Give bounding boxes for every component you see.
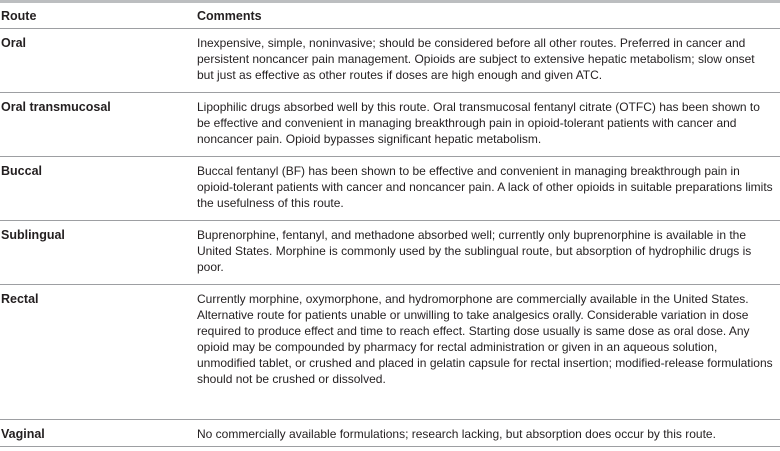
- route-cell: Buccal: [1, 164, 42, 178]
- table-row-sublingual: [0, 221, 780, 285]
- comments-cell: Lipophilic drugs absorbed well by this route. Oral transmucosal fentanyl citrate (OTFC) has been shown to be effective and convenient in managing breakthrough pain in opioid-tolerant patients with cancer and noncancer pain. Opioid bypasses significant hepatic metabolism.: [197, 100, 760, 146]
- comments-cell: Buccal fentanyl (BF) has been shown to be effective and convenient in managing breakthrough pain in opioid-tolerant patients with cancer and noncancer pain. A lack of other opioids in suitable preparations limits the usefulness of this route.: [197, 164, 773, 210]
- header-comments: Comments: [197, 8, 262, 23]
- table-row-oral-transmucosal: [0, 93, 780, 157]
- comments-cell: Inexpensive, simple, noninvasive; should be considered before all other routes. Preferred in cancer and persistent noncancer pain management. Opioids are subject to extensive hepatic metabolism; slow onset but just as effective as other routes if doses are high enough and given ATC.: [197, 36, 755, 82]
- comments-cell: Buprenorphine, fentanyl, and methadone absorbed well; currently only buprenorphine is available in the United States. Morphine is commonly used by the sublingual route, but absorption of hydrophilic drugs is poor.: [197, 228, 752, 274]
- route-cell: Oral: [1, 36, 27, 50]
- table-row-buccal: [0, 157, 780, 221]
- table-row-oral: [0, 29, 780, 93]
- route-cell: Sublingual: [1, 228, 65, 242]
- route-cell: Rectal: [1, 292, 39, 306]
- table-header: [0, 3, 780, 29]
- header-route: Route: [1, 8, 37, 23]
- table-row-vaginal: [0, 420, 780, 447]
- route-cell: Oral transmucosal: [1, 100, 111, 114]
- comments-cell: No commercially available formulations; research lacking, but absorption does occur by this route.: [197, 427, 716, 441]
- table-row-rectal: [0, 285, 780, 420]
- comments-cell: Currently morphine, oxymorphone, and hydromorphone are commercially available in the United States. Alternative route for patients unable or unwilling to take analgesics orally. Considerable variation in dose required to produce effect and time to reach effect. Starting dose usually is same dose as oral dose. Any opioid may be compounded by pharmacy for rectal administration or given in an aqueous solution, unmodified tablet, or crushed and placed in gelatin capsule for rectal insertion; modified-release formulations should not be crushed or dissolved.: [197, 292, 773, 386]
- route-cell: Vaginal: [1, 427, 45, 441]
